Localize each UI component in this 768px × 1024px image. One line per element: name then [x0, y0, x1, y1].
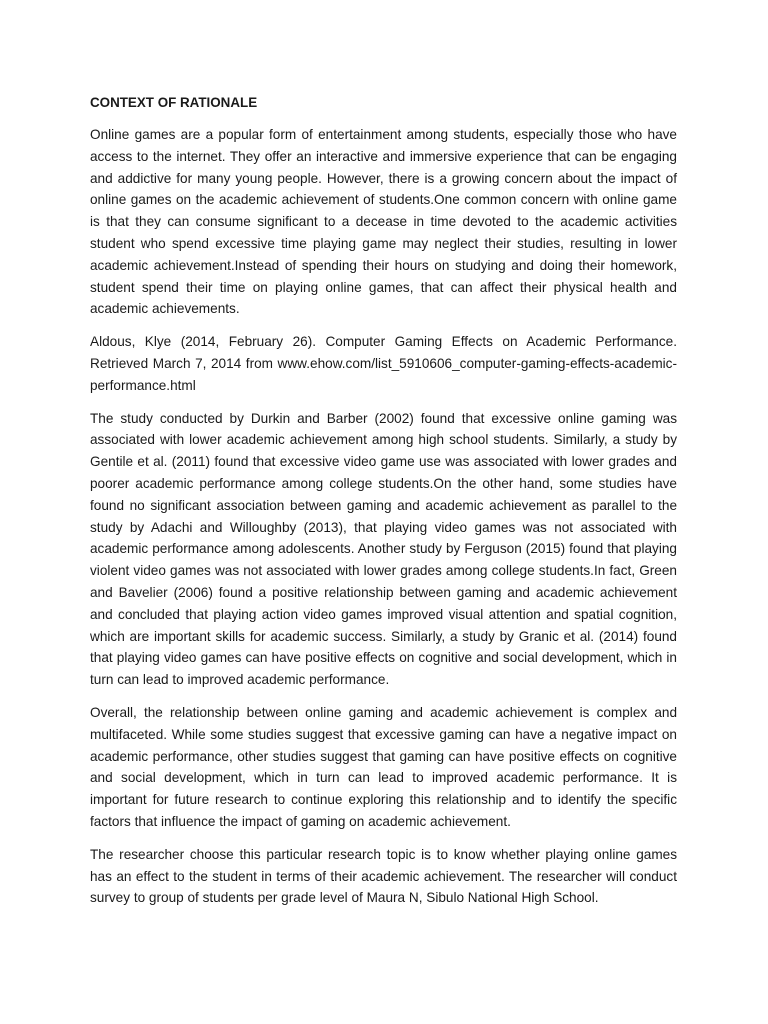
- document-page: [90, 93, 677, 920]
- paragraph-citation: Aldous, Klye (2014, February 26). Computer Gaming Effects on Academic Performance. Retrieved March 7, 2014 from www.ehow.com/list_5910606_computer-gaming-effects-academic-performance.html: [90, 334, 677, 393]
- document-title: CONTEXT OF RATIONALE: [90, 95, 258, 110]
- paragraph-introduction: Online games are a popular form of entertainment among students, especially those who have access to the internet. They offer an interactive and immersive experience that can be engaging and addictive for many young people. However, there is a growing concern about the impact of online games on the academic achievement of students.One common concern with online game is that they can consume significant to a decease in time devoted to the academic activities student who spend excessive time playing game may neglect their studies, resulting in lower academic achievement.Instead of spending their hours on studying and doing their homework, student spend their time on playing online games, that can affect their physical health and academic achievements.: [90, 127, 677, 317]
- paragraph-summary: Overall, the relationship between online gaming and academic achievement is complex and multifaceted. While some studies suggest that excessive gaming can have a negative impact on academic performance, other studies suggest that gaming can have positive effects on cognitive and social development, which in turn can lead to improved academic performance. It is important for future research to continue exploring this relationship and to identify the specific factors that influence the impact of gaming on academic achievement.: [90, 704, 677, 829]
- paragraph-related-studies: The study conducted by Durkin and Barber (2002) found that excessive online gaming was associated with lower academic achievement among high school students. Similarly, a study by Gentile et al. (2011) found that excessive video game use was associated with lower grades and poorer academic performance among college students.On the other hand, some studies have found no significant association between gaming and academic achievement as parallel to the study by Adachi and Willoughby (2013), that playing video games was not associated with academic performance among adolescents. Another study by Ferguson (2015) found that playing violent video games was not associated with lower grades among college students.In fact, Green and Bavelier (2006) found a positive relationship between gaming and academic achievement and concluded that playing action video games improved visual attention and spatial cognition, which are important skills for academic success. Similarly, a study by Granic et al. (2014) found that playing video games can have positive effects on cognitive and social development, which in turn can lead to improved academic performance.: [90, 410, 677, 688]
- paragraph-research-topic: The researcher choose this particular research topic is to know whether playing online games has an effect to the student in terms of their academic achievement. The researcher will conduct survey to group of students per grade level of Maura N, Sibulo National High School.: [90, 846, 677, 906]
